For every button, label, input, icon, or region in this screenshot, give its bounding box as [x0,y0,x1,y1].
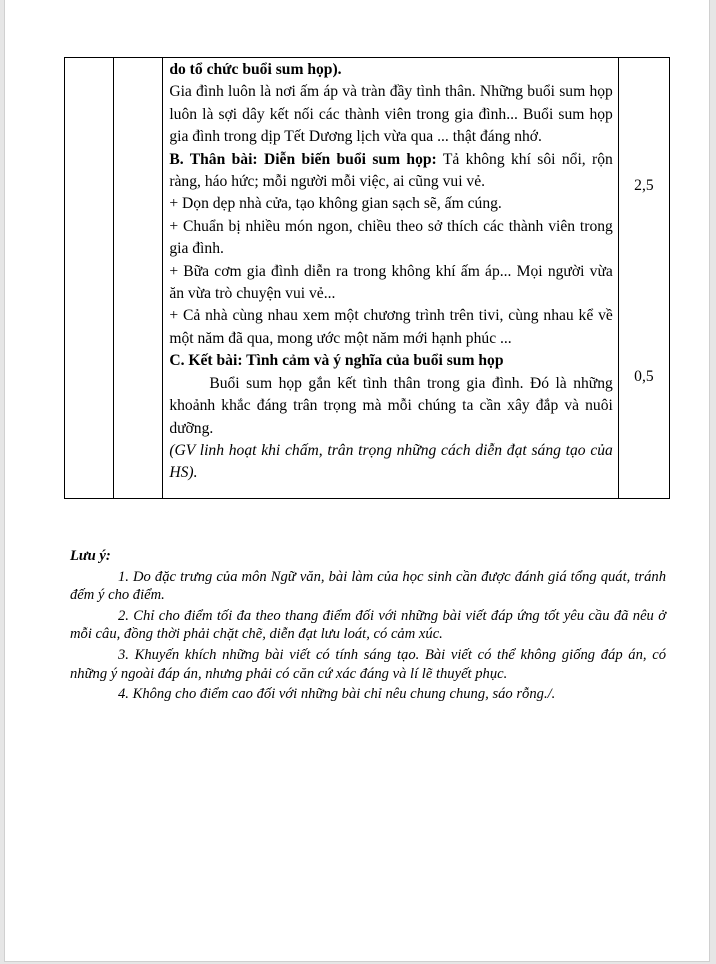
teacher-note: (GV linh hoạt khi chấm, trân trọng những cách diễn đạt sáng tạo của HS). [169,441,613,482]
table-row [65,58,670,499]
question-cell [65,58,114,499]
note-item: 1. Do đặc trưng của môn Ngữ văn, bài làm của học sinh cần được đánh giá tổng quát, tránh đếm ý cho điểm. [70,568,666,604]
score-value: 0,5 [634,368,654,385]
note-item: 2. Chỉ cho điểm tối đa theo thang điểm đối với những bài viết đáp ứng tốt yêu cầu đã nêu ở mỗi câu, đồng thời phải chặt chẽ, diễn đạt lưu loát, có cảm xúc. [70,607,666,643]
body-heading: B. Thân bài: Diễn biến buổi sum họp: Tả không khí sôi nổi, rộn ràng, háo hức; mỗi người mỗi việc, ai cũng vui vẻ. [169,150,613,191]
notes-section [70,547,666,706]
score-value: 2,5 [634,177,654,194]
score-cell [618,58,669,499]
intro-tail: do tổ chức buổi sum họp). [169,61,342,78]
intro-paragraph: Gia đình luôn là nơi ấm áp và tràn đầy tình thân. Những buổi sum họp luôn là sợi dây kết nối các thành viên trong gia đình... Buổi sum họp gia đình trong dịp Tết Dương lịch vừa qua ... thật đáng nhớ. [169,83,613,146]
list-item: + Cả nhà cùng nhau xem một chương trình trên tivi, cùng nhau kể về một năm đã qua, mong ước một năm mới hạnh phúc ... [169,307,613,347]
conclusion-paragraph: Buổi sum họp gắn kết tình thân trong gia đình. Đó là những khoảnh khắc đáng trân trọng mà mỗi chúng ta cần xây đắp và nuôi dưỡng. [169,374,613,437]
note-item: 3. Khuyến khích những bài viết có tính sáng tạo. Bài viết có thể không giống đáp án, có những ý ngoài đáp án, nhưng phải có căn cứ xác đáng và lí lẽ thuyết phục. [70,646,666,682]
notes-title: Lưu ý: [70,548,111,564]
list-item: + Chuẩn bị nhiều món ngon, chiều theo sở thích các thành viên trong gia đình. [169,217,613,258]
grading-table [64,57,670,499]
document-page [4,0,710,962]
list-item: + Bữa cơm gia đình diễn ra trong không khí ấm áp... Mọi người vừa ăn vừa trò chuyện vui vẻ... [169,262,613,303]
answer-content-cell [163,58,619,499]
part-cell [114,58,163,499]
list-item: + Dọn dẹp nhà cửa, tạo không gian sạch sẽ, ấm cúng. [169,195,502,213]
conclusion-heading: C. Kết bài: Tình cảm và ý nghĩa của buổi sum họp [169,352,504,370]
note-item: 4. Không cho điểm cao đối với những bài chỉ nêu chung chung, sáo rỗng./. [118,686,556,703]
